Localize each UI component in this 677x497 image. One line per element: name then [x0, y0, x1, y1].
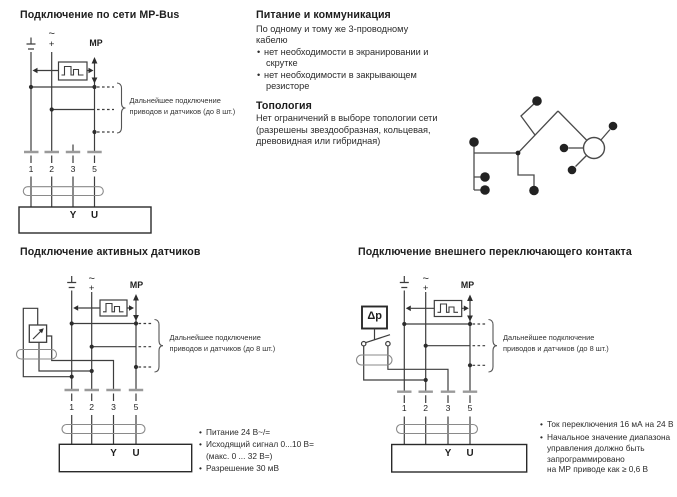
- pulse-converter-box: [100, 300, 127, 316]
- switch-note-2: • Начальное значение диапазона: [540, 431, 671, 442]
- pulse-converter-box: [434, 301, 461, 317]
- terminal-1: 1: [28, 163, 34, 174]
- mp-down-arrow: [467, 316, 473, 322]
- bullet-glyph: •: [257, 69, 261, 80]
- plus-label: +: [48, 38, 55, 50]
- pulse-converter-box: [59, 62, 88, 80]
- cable-oval: [62, 425, 145, 434]
- actuator-box: [59, 444, 191, 471]
- power-comm-intro-2: кабелю: [256, 35, 288, 45]
- bullet-glyph: •: [540, 431, 543, 442]
- terminal-5: 5: [133, 402, 139, 412]
- mp-label: MP: [129, 280, 144, 290]
- topology-line-3: древовидная или гибридная): [256, 136, 381, 146]
- plus-label: +: [422, 283, 429, 294]
- cable-oval: [397, 425, 478, 434]
- wires-to-actuator: [404, 417, 470, 445]
- power-comm-title: Питание и коммуникация: [256, 9, 391, 21]
- topology-line-2: (разрешены звездообразная, кольцевая,: [256, 124, 431, 135]
- sensor-wire-plus: [39, 342, 92, 371]
- further-note-line2: приводов и датчиков (до 8 шт.): [129, 106, 236, 116]
- mpbus-diagram: [19, 38, 151, 234]
- switch-terminal-right: [386, 342, 390, 346]
- ground-symbol: [67, 276, 76, 288]
- y-label: Y: [69, 209, 77, 221]
- bullet-glyph: •: [199, 463, 202, 473]
- further-note-line1: Дальнейшее подключение: [129, 95, 221, 105]
- bullet-glyph: •: [257, 46, 261, 57]
- u-label: U: [466, 448, 474, 459]
- mp-up-arrow: [133, 294, 139, 301]
- u-label: U: [90, 209, 99, 221]
- u-label: U: [132, 447, 140, 459]
- pulse-glyph: [438, 304, 459, 312]
- mp-up-arrow: [92, 57, 98, 64]
- sensor-note-3: (макс. 0 ... 32 В=): [206, 451, 273, 461]
- power-comm-intro-1: По одному и тому же 3-проводному: [256, 23, 409, 34]
- sensor-cable-oval: [17, 350, 57, 360]
- topology-title: Топология: [256, 100, 312, 112]
- bullet-glyph: •: [199, 426, 202, 437]
- pulse-glyph: [103, 304, 124, 312]
- ac-label: ~: [88, 272, 95, 285]
- bullet-glyph: •: [199, 439, 202, 449]
- terminal-3: 3: [445, 402, 451, 413]
- right-arrowhead: [464, 306, 469, 312]
- switch-wire-plus: [364, 346, 426, 380]
- terminal-5: 5: [92, 163, 97, 174]
- mp-up-arrow: [467, 295, 473, 302]
- sensor-note-1: • Питание 24 В~/=: [199, 426, 271, 437]
- terminal-1: 1: [401, 402, 407, 413]
- mpbus-title: Подключение по сети MP-Bus: [20, 9, 180, 21]
- plus-label: +: [88, 283, 95, 294]
- mp-down-arrow: [92, 78, 98, 84]
- brace: [489, 320, 498, 373]
- switch-note-3: управления должно быть: [547, 443, 645, 453]
- power-comm-bullet-2b: резисторе: [266, 81, 310, 91]
- sensor-arrow: [33, 331, 41, 339]
- sensor-wire-signal: [47, 336, 114, 390]
- ground-symbol: [400, 276, 409, 288]
- left-arrowhead: [73, 305, 78, 311]
- active-sensors-diagram: [17, 276, 192, 472]
- actuator-box: [392, 445, 527, 473]
- power-comm-bullet-1b: скрутке: [266, 58, 298, 68]
- ext-switch-title: Подключение внешнего переключающего контакта: [358, 246, 632, 258]
- ac-label: ~: [48, 28, 55, 40]
- bullet-glyph: •: [540, 418, 543, 429]
- power-comm-bullet-1: • нет необходимости в экранировании и: [257, 46, 429, 57]
- pressure-switch-label: Δp: [367, 310, 383, 322]
- mp-label: MP: [89, 38, 103, 48]
- terminal-stubs: [404, 395, 470, 403]
- terminal-stubs: [72, 394, 136, 402]
- ground-symbol: [27, 38, 36, 50]
- cable-oval: [23, 187, 103, 196]
- switch-terminal-left: [362, 342, 366, 346]
- topology-hub-node: [584, 138, 605, 159]
- further-note-line1: Дальнейшее подключение: [503, 332, 595, 342]
- switch-note-4: запрограммировано: [547, 453, 625, 464]
- ac-label: ~: [422, 272, 429, 285]
- wires-to-actuator: [31, 177, 95, 208]
- terminal-2: 2: [423, 402, 429, 413]
- right-arrowhead: [129, 305, 134, 311]
- brace: [155, 320, 164, 373]
- ext-switch-diagram: [357, 276, 527, 472]
- terminal-3: 3: [111, 402, 116, 412]
- topology-diagram: [469, 96, 617, 195]
- switch-wire-signal: [388, 346, 448, 392]
- power-comm-bullet-2: • нет необходимости в закрывающем: [257, 69, 417, 80]
- right-arrowhead: [89, 68, 94, 74]
- terminal-3: 3: [70, 163, 76, 174]
- terminal-5: 5: [467, 402, 473, 413]
- wires-to-actuator: [72, 415, 136, 444]
- actuator-box: [19, 207, 151, 233]
- further-note-line2: приводов и датчиков (до 8 шт.): [503, 343, 609, 353]
- y-label: Y: [444, 448, 452, 459]
- further-note-line1: Дальнейшее подключение: [169, 332, 261, 342]
- topology-line-1: Нет ограничений в выборе топологии сети: [256, 113, 438, 123]
- mp-label: MP: [460, 279, 475, 290]
- switch-note-5: на МР приводе как ≥ 0,6 В: [547, 464, 649, 474]
- brace: [117, 83, 126, 133]
- switch-cable-oval: [357, 355, 393, 365]
- active-sensors-title: Подключение активных датчиков: [20, 246, 201, 258]
- sensor-note-2: • Исходящий сигнал 0...10 В=: [199, 439, 314, 449]
- pulse-glyph: [62, 67, 84, 76]
- left-arrowhead: [406, 306, 411, 312]
- y-label: Y: [110, 447, 117, 459]
- mp-down-arrow: [133, 315, 139, 321]
- terminal-stubs: [31, 156, 95, 164]
- terminal-1: 1: [69, 402, 75, 412]
- left-arrowhead: [33, 68, 38, 74]
- further-note-line2: приводов и датчиков (до 8 шт.): [169, 343, 276, 353]
- terminal-2: 2: [89, 402, 95, 412]
- terminal-2: 2: [49, 163, 55, 174]
- switch-note-1: • Ток переключения 16 мА на 24 В: [540, 418, 674, 429]
- sensor-note-4: • Разрешение 30 мВ: [199, 463, 279, 473]
